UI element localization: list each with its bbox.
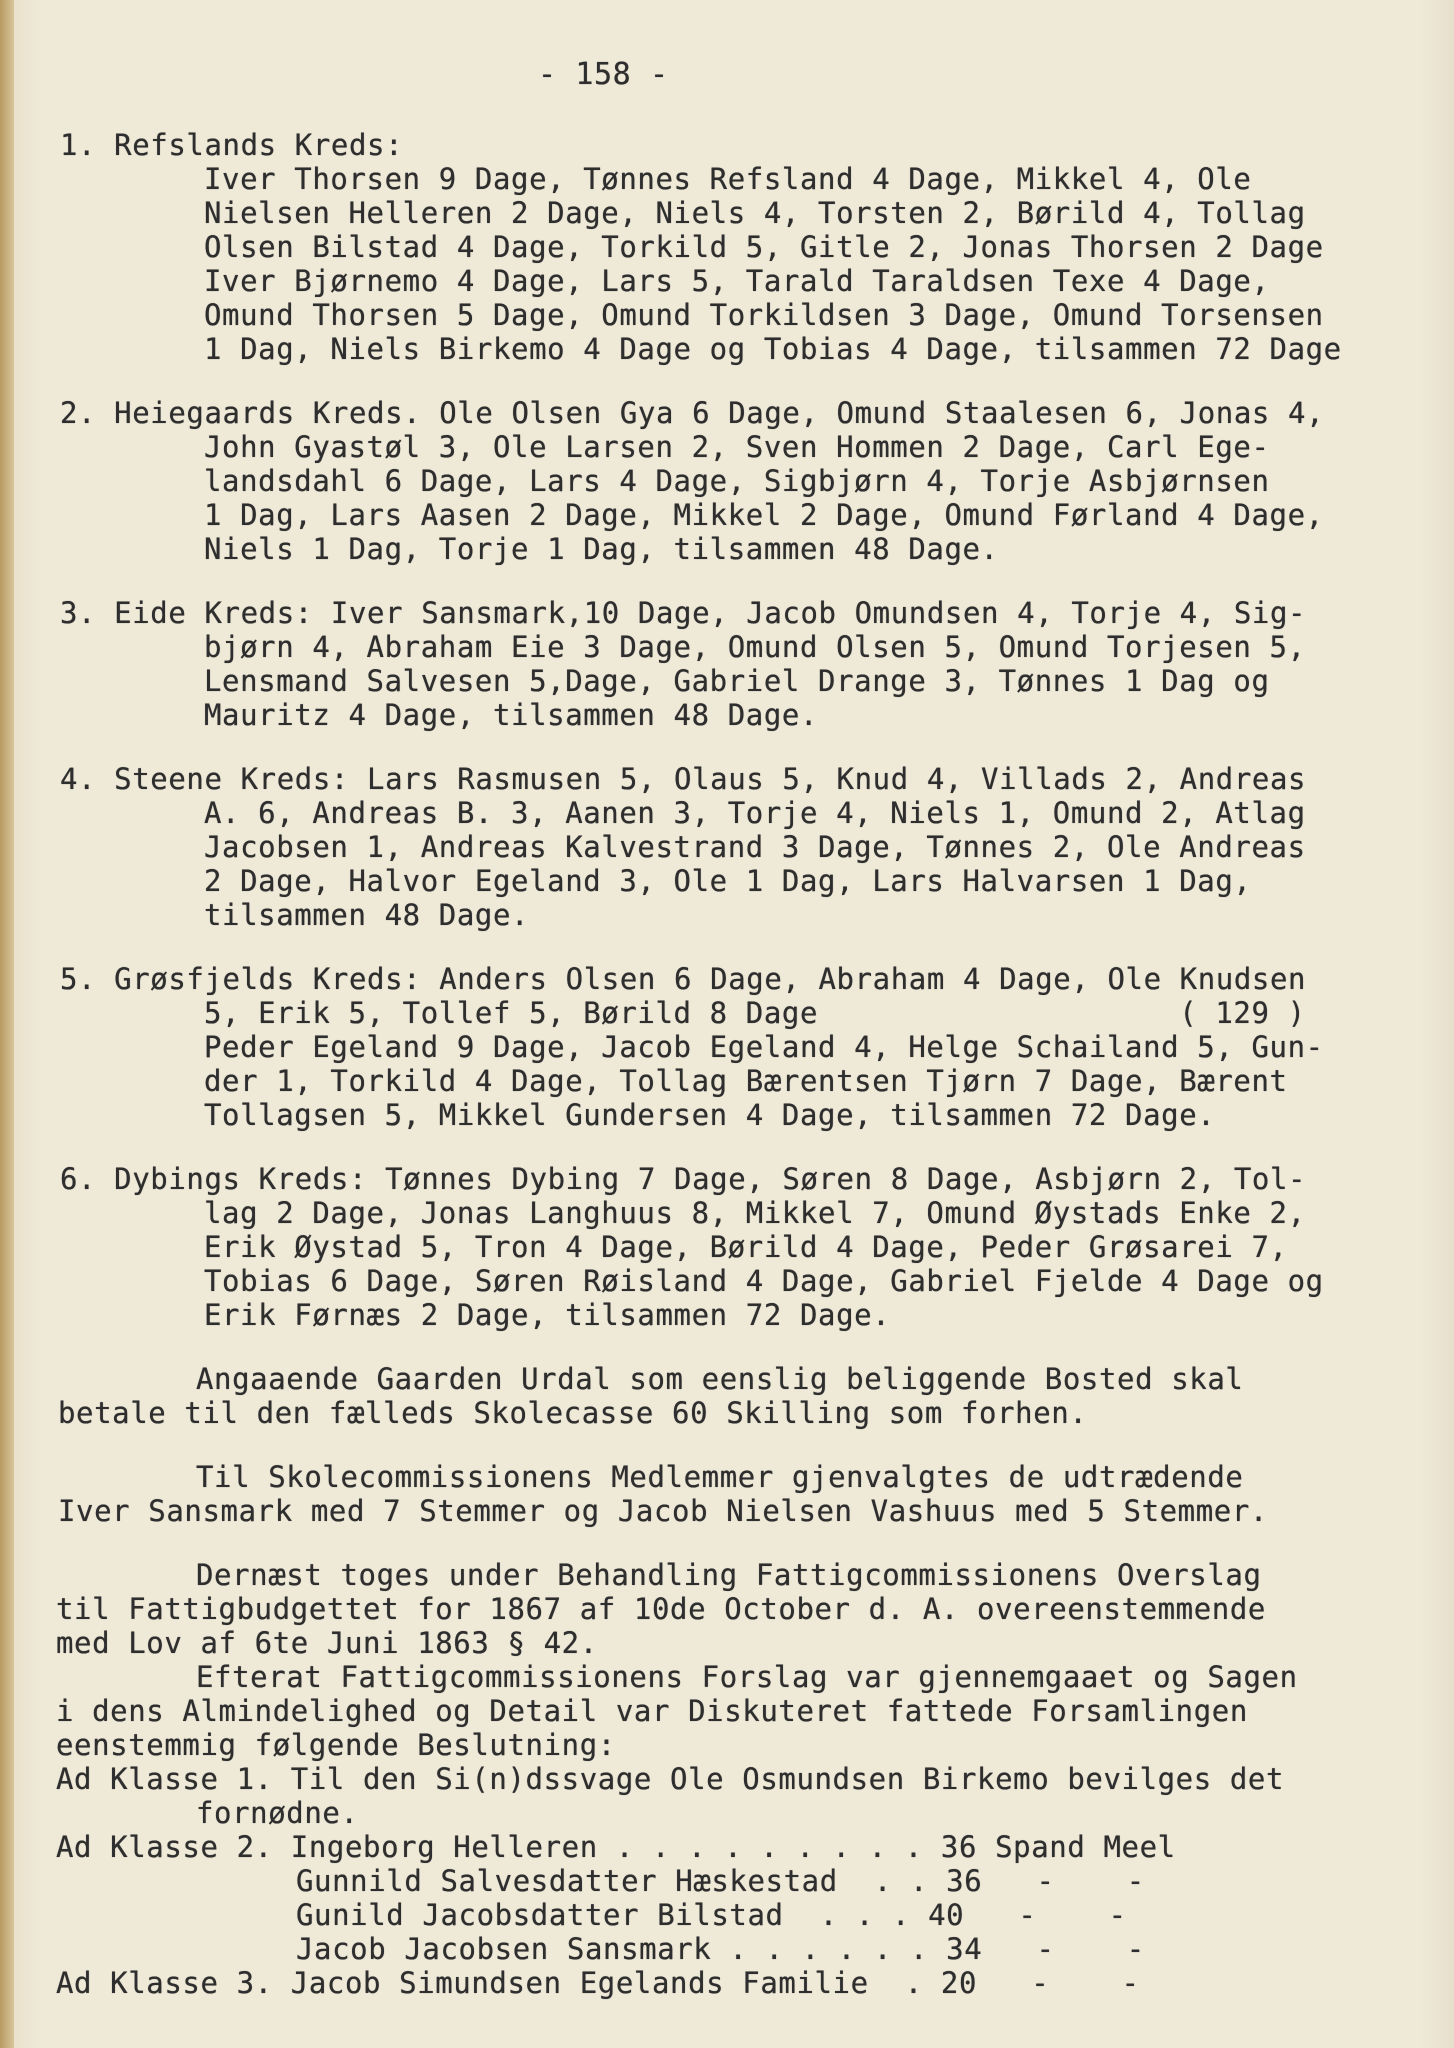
section-4-line: Jacobsen 1, Andreas Kalvestrand 3 Dage, Tønnes 2, Ole Andreas (204, 830, 1306, 864)
skolecommission-paragraph-line: Til Skolecommissionens Medlemmer gjenvalgtes de udtrædende (196, 1460, 1244, 1494)
urdal-paragraph-line: betale til den fælleds Skolecasse 60 Skilling som forhen. (58, 1396, 1088, 1430)
section-2-line: John Gyastøl 3, Ole Larsen 2, Sven Hommen 2 Dage, Carl Ege- (204, 430, 1270, 464)
section-1-line: Omund Thorsen 5 Dage, Omund Torkildsen 3 Dage, Omund Torsensen (204, 298, 1324, 332)
fattig-paragraph-line: Dernæst toges under Behandling Fattigcommissionens Overslag (196, 1558, 1262, 1592)
section-4-line: tilsammen 48 Dage. (204, 898, 530, 932)
section-6-line: Erik Øystad 5, Tron 4 Dage, Børild 4 Dage, Peder Grøsarei 7, (204, 1230, 1288, 1264)
skolecommission-paragraph-line: Iver Sansmark med 7 Stemmer og Jacob Nielsen Vashuus med 5 Stemmer. (58, 1494, 1268, 1528)
section-3-heading: 3. Eide Kreds: Iver Sansmark,10 Dage, Jacob Omundsen 4, Torje 4, Sig- (60, 596, 1307, 630)
section-4-line: A. 6, Andreas B. 3, Aanen 3, Torje 4, Niels 1, Omund 2, Atlag (204, 796, 1306, 830)
klasse-2-line: Ad Klasse 2. Ingeborg Helleren . . . . . . . . . 36 Spand Meel (56, 1830, 1176, 1864)
klasse-1-line: Ad Klasse 1. Til den Si(n)dssvage Ole Osmundsen Birkemo bevilges det (56, 1762, 1285, 1796)
section-6-line: Erik Førnæs 2 Dage, tilsammen 72 Dage. (204, 1298, 891, 1332)
section-1-line: 1 Dag, Niels Birkemo 4 Dage og Tobias 4 Dage, tilsammen 72 Dage (204, 332, 1342, 366)
klasse-3-line: Ad Klasse 3. Jacob Simundsen Egelands Familie . 20 - - (56, 1966, 1140, 2000)
section-5-line: Peder Egeland 9 Dage, Jacob Egeland 4, Helge Schailand 5, Gun- (204, 1030, 1324, 1064)
fattig-paragraph-line: Efterat Fattigcommissionens Forslag var gjennemgaaet og Sagen (196, 1660, 1298, 1694)
klasse-2-entry: Gunnild Salvesdatter Hæskestad . . 36 - - (296, 1864, 1145, 1898)
klasse-2-entry: Gunild Jacobsdatter Bilstad . . . 40 - - (296, 1898, 1127, 1932)
fattig-paragraph-line: til Fattigbudgettet for 1867 af 10de October d. A. overeenstemmende (56, 1592, 1266, 1626)
section-1-line: Olsen Bilstad 4 Dage, Torkild 5, Gitle 2, Jonas Thorsen 2 Dage (204, 230, 1324, 264)
section-2-line: 1 Dag, Lars Aasen 2 Dage, Mikkel 2 Dage, Omund Førland 4 Dage, (204, 498, 1324, 532)
fattig-paragraph-line: i dens Almindelighed og Detail var Diskuteret fattede Forsamlingen (56, 1694, 1248, 1728)
section-3-line: Mauritz 4 Dage, tilsammen 48 Dage. (204, 698, 819, 732)
section-6-heading: 6. Dybings Kreds: Tønnes Dybing 7 Dage, Søren 8 Dage, Asbjørn 2, Tol- (60, 1162, 1307, 1196)
section-5-line: der 1, Torkild 4 Dage, Tollag Bærentsen Tjørn 7 Dage, Bærent (204, 1064, 1288, 1098)
section-4-line: 2 Dage, Halvor Egeland 3, Ole 1 Dag, Lars Halvarsen 1 Dag, (204, 864, 1252, 898)
section-5-line: 5, Erik 5, Tollef 5, Børild 8 Dage ( 129 ) (204, 996, 1306, 1030)
section-1-line: Iver Thorsen 9 Dage, Tønnes Refsland 4 Dage, Mikkel 4, Ole (204, 162, 1252, 196)
urdal-paragraph-line: Angaaende Gaarden Urdal som eenslig beliggende Bosted skal (196, 1362, 1244, 1396)
section-2-line: Niels 1 Dag, Torje 1 Dag, tilsammen 48 Dage. (204, 532, 999, 566)
section-2-line: landsdahl 6 Dage, Lars 4 Dage, Sigbjørn 4, Torje Asbjørnsen (204, 464, 1270, 498)
section-3-line: bjørn 4, Abraham Eie 3 Dage, Omund Olsen 5, Omund Torjesen 5, (204, 630, 1306, 664)
section-1-line: Nielsen Helleren 2 Dage, Niels 4, Torsten 2, Børild 4, Tollag (204, 196, 1306, 230)
fattig-paragraph-line: med Lov af 6te Juni 1863 § 42. (56, 1626, 598, 1660)
section-6-line: Tobias 6 Dage, Søren Røisland 4 Dage, Gabriel Fjelde 4 Dage og (204, 1264, 1324, 1298)
binding-edge (0, 0, 14, 2048)
section-5-line: Tollagsen 5, Mikkel Gundersen 4 Dage, tilsammen 72 Dage. (204, 1098, 1216, 1132)
klasse-1-continuation: forn​ødne. (196, 1796, 359, 1830)
section-3-line: Lensmand Salvesen 5,Dage, Gabriel Drange 3, Tønnes 1 Dag og (204, 664, 1270, 698)
klasse-2-entry: Jacob Jacobsen Sansmark . . . . . . 34 - - (296, 1932, 1145, 1966)
section-4-heading: 4. Steene Kreds: Lars Rasmusen 5, Olaus 5, Knud 4, Villads 2, Andreas (60, 762, 1307, 796)
section-2-heading: 2. Heiegaards Kreds. Ole Olsen Gya 6 Dage, Omund Staalesen 6, Jonas 4, (60, 396, 1325, 430)
fattig-paragraph-line: eenstemmig følgende Beslutning: (56, 1728, 616, 1762)
section-1-line: Iver Bjørnemo 4 Dage, Lars 5, Tarald Taraldsen Texe 4 Dage, (204, 264, 1270, 298)
page-number: - 158 - (538, 57, 669, 92)
section-6-line: lag 2 Dage, Jonas Langhuus 8, Mikkel 7, Omund Øystads Enke 2, (204, 1196, 1306, 1230)
section-5-heading: 5. Grøsfjelds Kreds: Anders Olsen 6 Dage, Abraham 4 Dage, Ole Knudsen (60, 962, 1307, 996)
section-1-heading: 1. Refslands Kreds: (60, 128, 404, 162)
